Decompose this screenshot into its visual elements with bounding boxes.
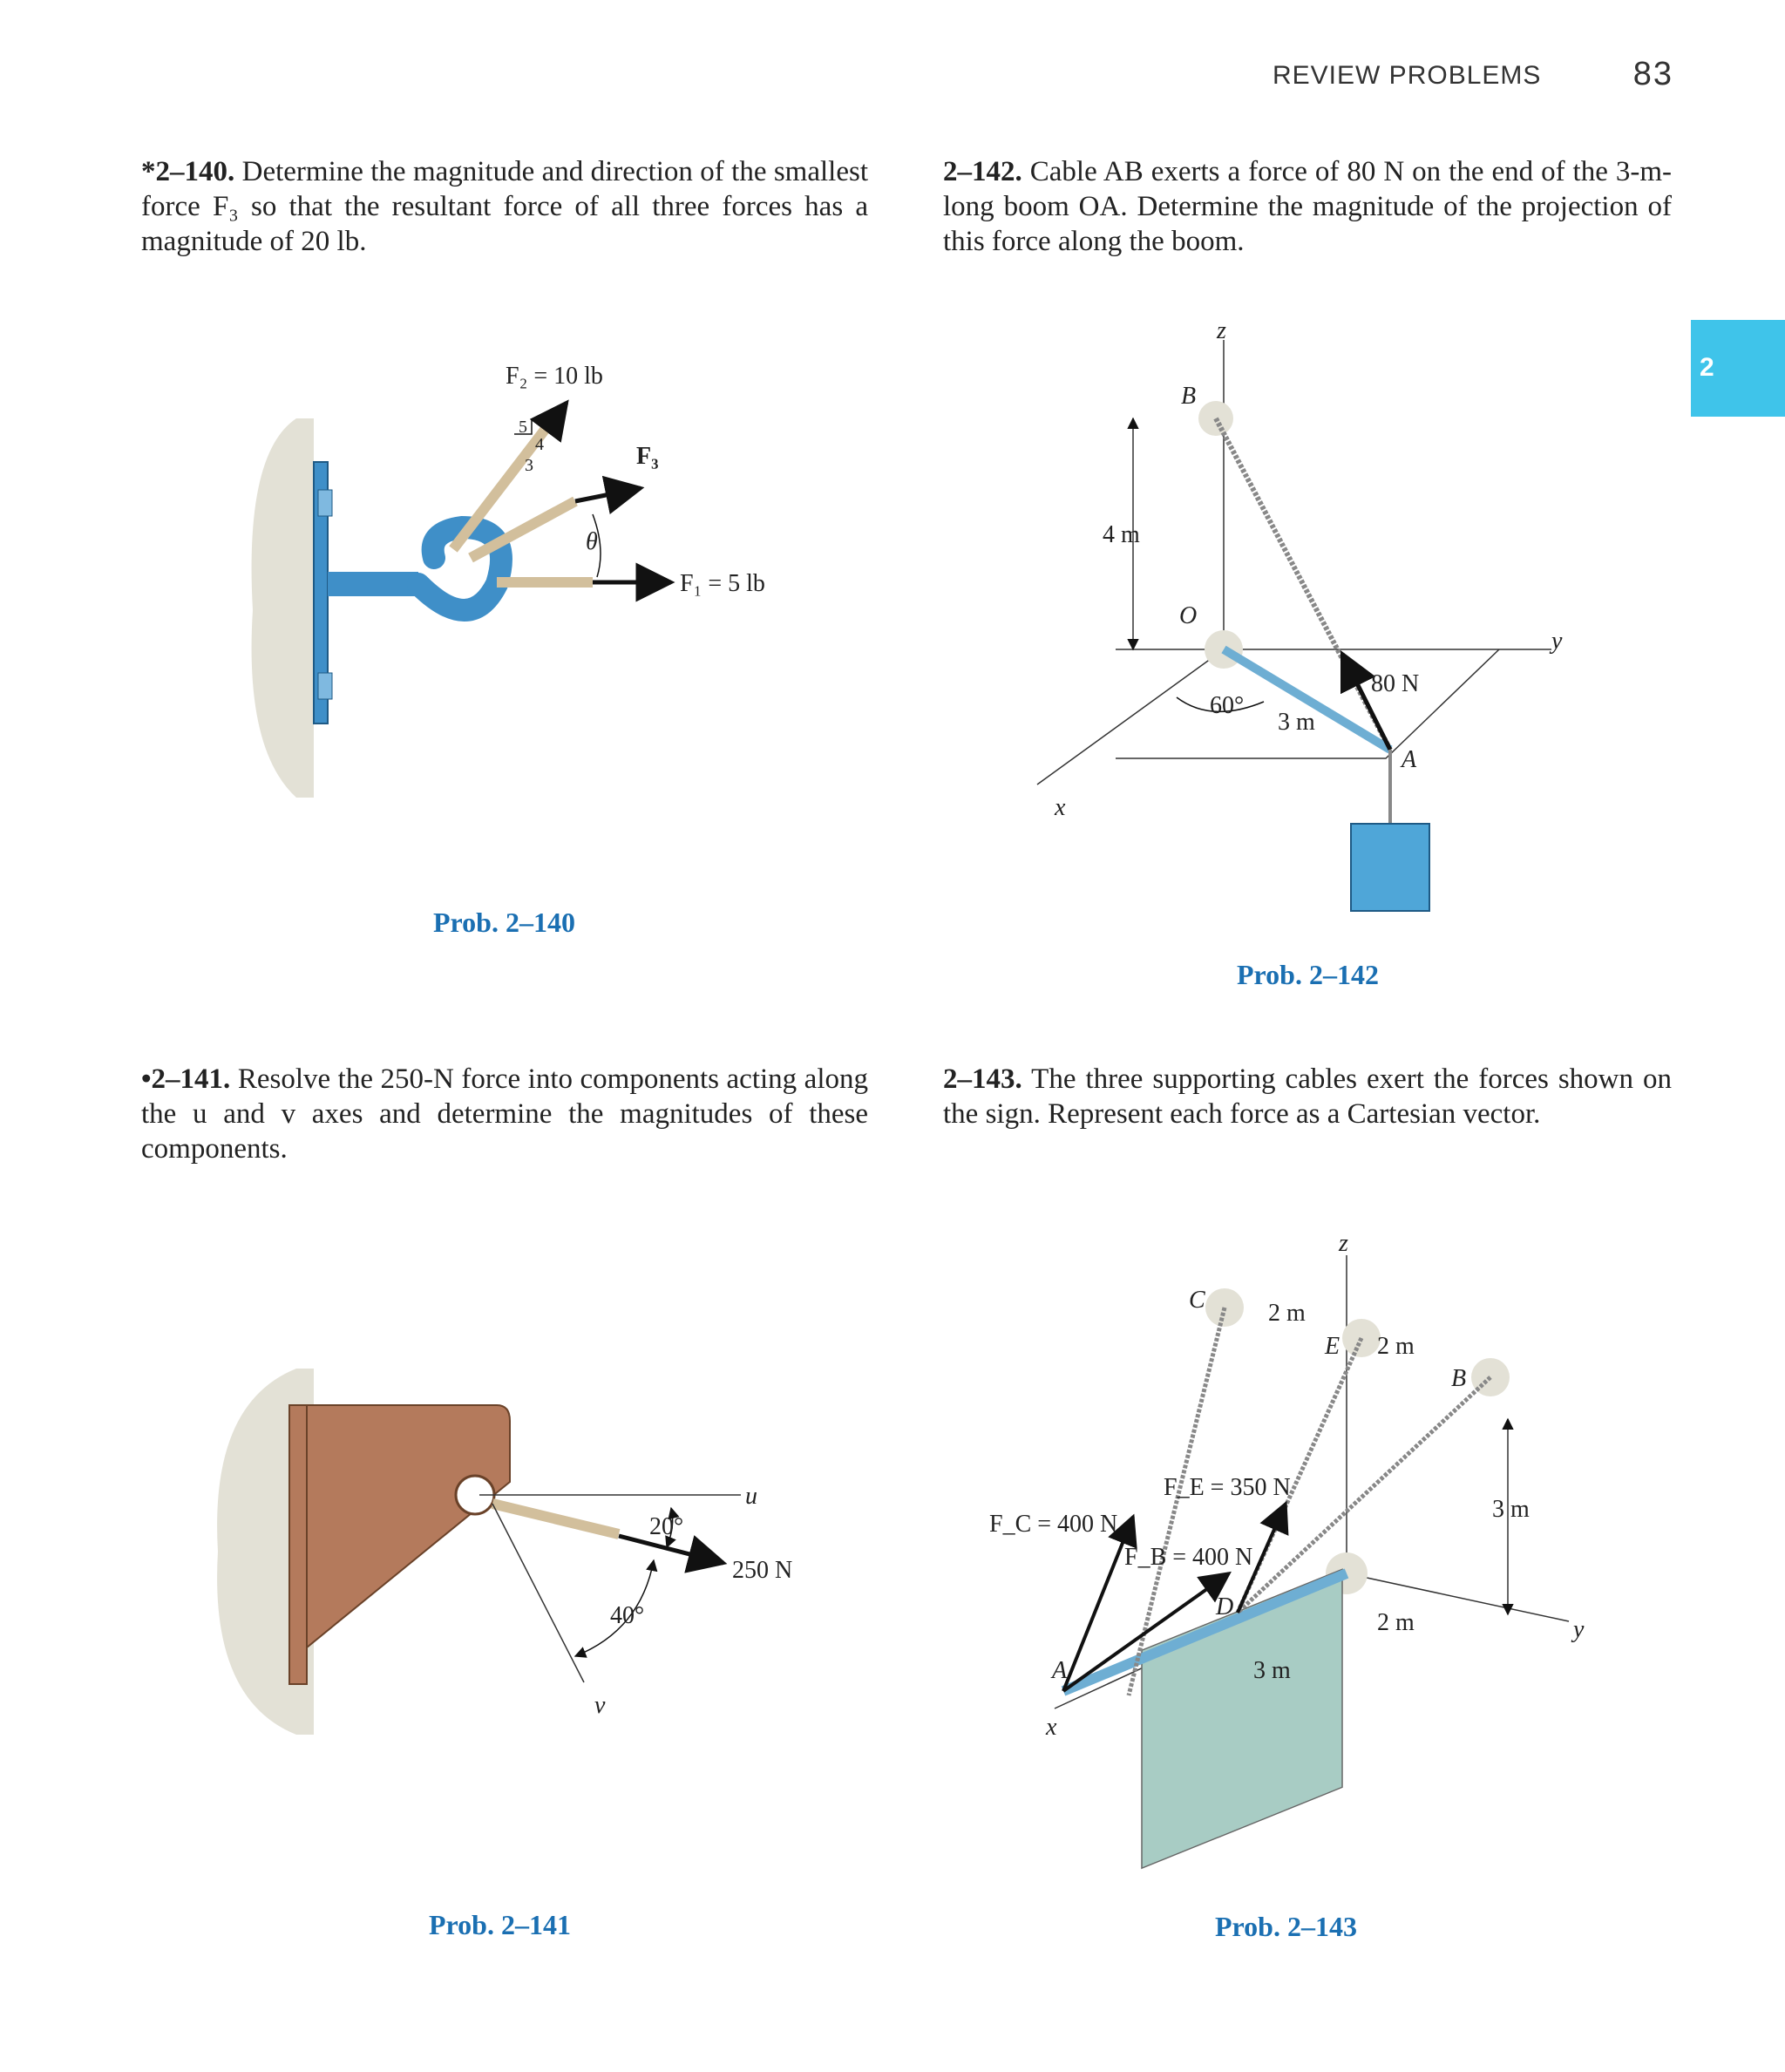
slope-3-label: 3 — [525, 456, 533, 475]
problem-number: *2–140. — [141, 156, 235, 187]
e-label: E — [1325, 1333, 1340, 1360]
a-label: A — [1052, 1657, 1068, 1684]
figure-2-142 — [1002, 314, 1612, 941]
problem-2-140 — [141, 154, 868, 259]
v-label: v — [594, 1692, 606, 1719]
y-label: y — [1551, 628, 1563, 655]
header-title: REVIEW PROBLEMS — [1273, 61, 1542, 90]
dim-4m-label: 4 m — [1103, 521, 1140, 548]
page-number: 83 — [1632, 56, 1673, 92]
b-label: B — [1451, 1365, 1467, 1392]
caption-2-142: Prob. 2–142 — [1237, 959, 1379, 990]
a-label: A — [1402, 746, 1417, 773]
dim-2m-label-1: 2 m — [1268, 1300, 1306, 1327]
angle-label: 60° — [1210, 692, 1245, 719]
fe-label: F_E = 350 N — [1164, 1474, 1291, 1501]
bolt-bottom — [318, 673, 332, 699]
bracket — [307, 1405, 510, 1647]
problem-text: Resolve the 250-N force into components acting along the u and v axes and determine the magnitudes of these components. — [141, 1063, 869, 1165]
problem-text: The three supporting cables exert the forces shown on the sign. Represent each force as a Cartesian vector. — [943, 1063, 1673, 1130]
o-label: O — [1179, 602, 1198, 629]
caption-2-141: Prob. 2–141 — [429, 1909, 571, 1940]
problem-text: Determine the magnitude and direction of the smallest force F₃ so that the resultant force of all three forces has a magnitude of 20 lb. — [141, 156, 868, 257]
problem-number: 2–143. — [943, 1063, 1022, 1095]
v-axis — [492, 1504, 584, 1682]
dim-2m-label-3: 2 m — [1377, 1609, 1415, 1636]
dim-3m-h-label: 3 m — [1253, 1657, 1291, 1684]
fb-label: F_B = 400 N — [1124, 1544, 1253, 1571]
dim-3m-label: 3 m — [1278, 709, 1315, 736]
f3-label: F₃ — [636, 443, 659, 470]
x-axis — [1037, 649, 1224, 785]
force-label: 80 N — [1371, 670, 1420, 697]
problem-text: Cable AB exerts a force of 80 N on the end of the 3-m-long boom OA. Determine the magnitude of the projection of this force along the boom. — [943, 156, 1673, 257]
y-label: y — [1573, 1616, 1585, 1643]
figure-2-143 — [976, 1220, 1621, 1822]
f2-arrow — [553, 403, 567, 420]
angle-40-label: 40° — [610, 1602, 645, 1629]
f1-label: F₁ = 5 lb — [680, 570, 765, 597]
caption-2-140: Prob. 2–140 — [433, 907, 575, 938]
u-label: u — [745, 1483, 757, 1510]
f3-arrow — [575, 488, 641, 501]
problem-2-142 — [943, 154, 1672, 259]
problem-2-143 — [943, 1062, 1672, 1131]
figure-2-140 — [209, 349, 837, 819]
b-label: B — [1181, 383, 1197, 410]
problem-2-141 — [141, 1062, 868, 1166]
x-label: x — [1046, 1714, 1057, 1741]
angle-20-label: 20° — [649, 1513, 684, 1540]
rope — [492, 1504, 619, 1534]
slope-4-label: 4 — [535, 435, 544, 454]
chapter-tab — [1691, 320, 1785, 417]
problem-number: 2–142. — [943, 156, 1022, 187]
c-label: C — [1189, 1287, 1205, 1314]
figure-2-141 — [192, 1351, 819, 1752]
z-label: z — [1217, 317, 1226, 344]
wall-shading — [252, 418, 314, 798]
bolt-top — [318, 490, 332, 516]
theta-label: θ — [586, 528, 598, 555]
x-label: x — [1055, 794, 1066, 821]
fc-label: F_C = 400 N — [989, 1511, 1118, 1538]
force-label: 250 N — [732, 1557, 793, 1584]
weight — [1351, 824, 1429, 911]
problem-number: •2–141. — [141, 1063, 231, 1095]
slope-5-label: 5 — [519, 418, 527, 437]
dim-3m-v-label: 3 m — [1492, 1496, 1530, 1523]
f2-label: F₂ = 10 lb — [506, 363, 603, 390]
chapter-tab-label: 2 — [1700, 353, 1714, 382]
d-label: D — [1216, 1593, 1234, 1620]
running-header — [1273, 56, 1673, 105]
z-label: z — [1339, 1230, 1348, 1257]
dim-2m-label-2: 2 m — [1377, 1333, 1415, 1360]
caption-2-143: Prob. 2–143 — [1215, 1911, 1357, 1942]
mounting-plate — [289, 1405, 307, 1684]
